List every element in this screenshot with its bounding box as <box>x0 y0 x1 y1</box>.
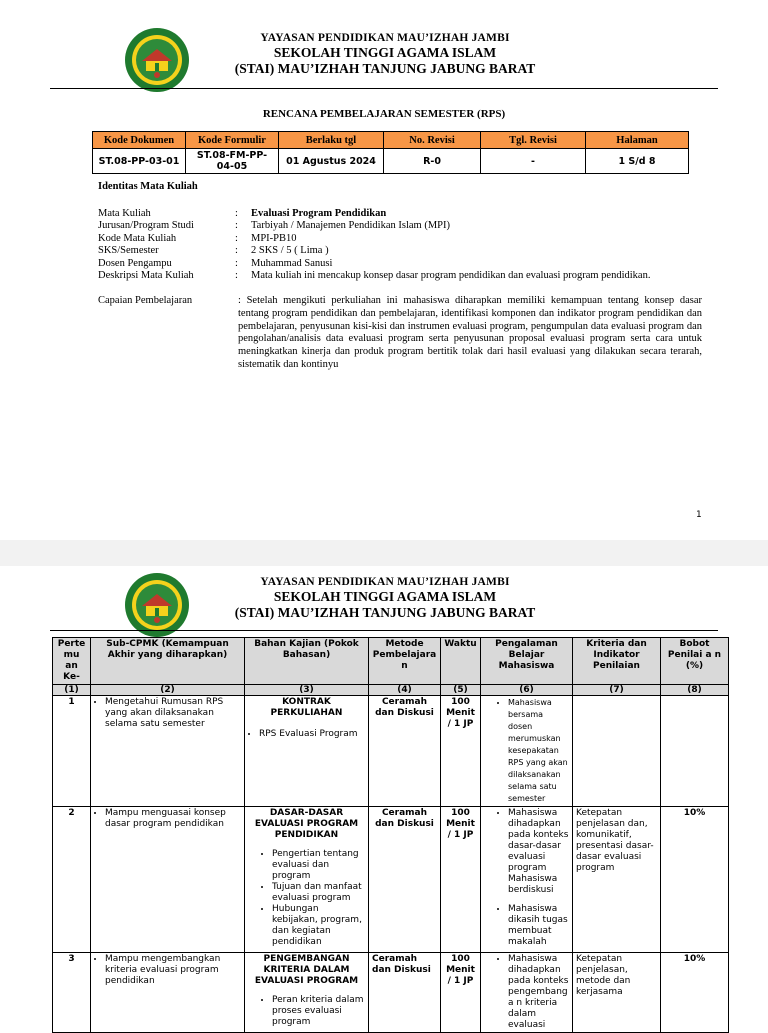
col-header-pengalaman: Pengalaman Belajar Mahasiswa <box>481 638 573 685</box>
rps-table <box>52 637 729 1033</box>
identitas-title: Identitas Mata Kuliah <box>98 181 198 192</box>
doc-value-kode-formulir: ST.08-FM-PP-04-05 <box>186 149 279 174</box>
header-divider-page2 <box>50 630 718 631</box>
college-full-name: (STAI) MAU’IZHAH TANJUNG JABUNG BARAT <box>234 60 536 76</box>
page-number: 1 <box>696 510 702 520</box>
capaian-label: Capaian Pembelajaran <box>98 295 193 306</box>
college-name: SEKOLAH TINGGI AGAMA ISLAM <box>273 45 497 61</box>
doc-header-kode-dokumen: Kode Dokumen <box>93 132 186 149</box>
document-title: RENCANA PEMBELAJARAN SEMESTER (RPS) <box>262 108 506 120</box>
col-number: (6) <box>481 685 573 696</box>
doc-value-kode-dokumen: ST.08-PP-03-01 <box>93 149 186 174</box>
col-header-bobot: Bobot Penilai a n (%) <box>661 638 729 685</box>
doc-value-berlaku: 01 Agustus 2024 <box>279 149 384 174</box>
doc-header-berlaku: Berlaku tgl <box>279 132 384 149</box>
col-number: (5) <box>441 685 481 696</box>
doc-header-tgl-revisi: Tgl. Revisi <box>481 132 586 149</box>
col-header-waktu: Waktu <box>441 638 481 685</box>
col-header-bahan-kajian: Bahan Kajian (Pokok Bahasan) <box>245 638 369 685</box>
foundation-name: YAYASAN PENDIDIKAN MAU’IZHAH JAMBI <box>260 576 510 588</box>
doc-header-no-revisi: No. Revisi <box>384 132 481 149</box>
table-row: 2 • Mampu menguasai konsep dasar program pendidikan DASAR-DASAR EVALUASI PROGRAM PENDIDIKAN • Pengertian tentang evaluasi dan program • Tujuan dan manfaat evaluasi program • Hubungan kebijakan, program, dan kegiatan pendidikan Ceramah dan Diskusi 100 Menit / 1 JP • Mahasiswa dihadapkan pada konteks dasar-dasar evaluasi program Mahasiswa berdiskusi • Mahasiswa dikasih tugas membuat makalah Ketepatan penjelasan dan, komunikatif, presentasi dasar-dasar evaluasi program 10% <box>53 807 729 953</box>
college-name: SEKOLAH TINGGI AGAMA ISLAM <box>273 589 497 605</box>
doc-value-no-revisi: R-0 <box>384 149 481 174</box>
college-full-name: (STAI) MAU’IZHAH TANJUNG JABUNG BARAT <box>234 604 536 620</box>
col-header-kriteria: Kriteria dan Indikator Penilaian <box>573 638 661 685</box>
doc-header-halaman: Halaman <box>586 132 689 149</box>
doc-header-kode-formulir: Kode Formulir <box>186 132 279 149</box>
institution-header <box>170 32 600 76</box>
capaian-text: : Setelah mengikuti perkuliahan ini mahasiswa diharapkan memiliki kemampuan tentang konsep dasar tentang program pendidikan dan pembelajaran, identifikasi komponen dan indikator program pendidikan dan pembelajaran, penyusunan kisi-kisi dan instrumen evaluasi program, pengumpulan data evaluasi program dan pengolahan/analisis data evaluasi program serta penyusunan proposal evaluasi program serta cara untuk meningkatkan kinerja dan produk program bertitik tolak dari hasil evaluasi yang dilakukan secara terarah, sistematik dan kontinyu <box>238 295 702 370</box>
document-info-table <box>92 131 689 174</box>
table-row: 3 • Mampu mengembangkan kriteria evaluasi program pendidikan PENGEMBANGAN KRITERIA DALAM EVALUASI PROGRAM • Peran kriteria dalam proses evaluasi program Ceramah dan Diskusi 100 Menit / 1 JP • Mahasiswa dihadapkan pada konteks pengembang a n kriteria dalam evaluasi Ketepatan penjelasan, metode dan kerjasama 10% <box>53 953 729 1033</box>
col-header-pertemuan: Perte mu an Ke- <box>53 638 91 685</box>
col-number: (8) <box>661 685 729 696</box>
col-header-metode: Metode Pembelajara n <box>369 638 441 685</box>
col-number: (1) <box>53 685 91 696</box>
table-row: 1 • Mengetahui Rumusan RPS yang akan dilaksanakan selama satu semester KONTRAK PERKULIAHAN • RPS Evaluasi Program Ceramah dan Diskusi 100 Menit / 1 JP • Mahasiswa bersama dosen merumuskan kesepakatan RPS yang akan dilaksanakan selama satu semester <box>53 696 729 807</box>
institution-header-page2 <box>170 576 600 620</box>
foundation-name: YAYASAN PENDIDIKAN MAU’IZHAH JAMBI <box>260 32 510 44</box>
col-number: (2) <box>91 685 245 696</box>
doc-value-tgl-revisi: - <box>481 149 586 174</box>
col-number: (7) <box>573 685 661 696</box>
col-number: (3) <box>245 685 369 696</box>
page-separator <box>0 540 768 566</box>
col-header-sub-cpmk: Sub-CPMK (Kemampuan Akhir yang diharapkan) <box>91 638 245 685</box>
col-number: (4) <box>369 685 441 696</box>
doc-value-halaman: 1 S/d 8 <box>586 149 689 174</box>
header-divider <box>50 88 718 89</box>
